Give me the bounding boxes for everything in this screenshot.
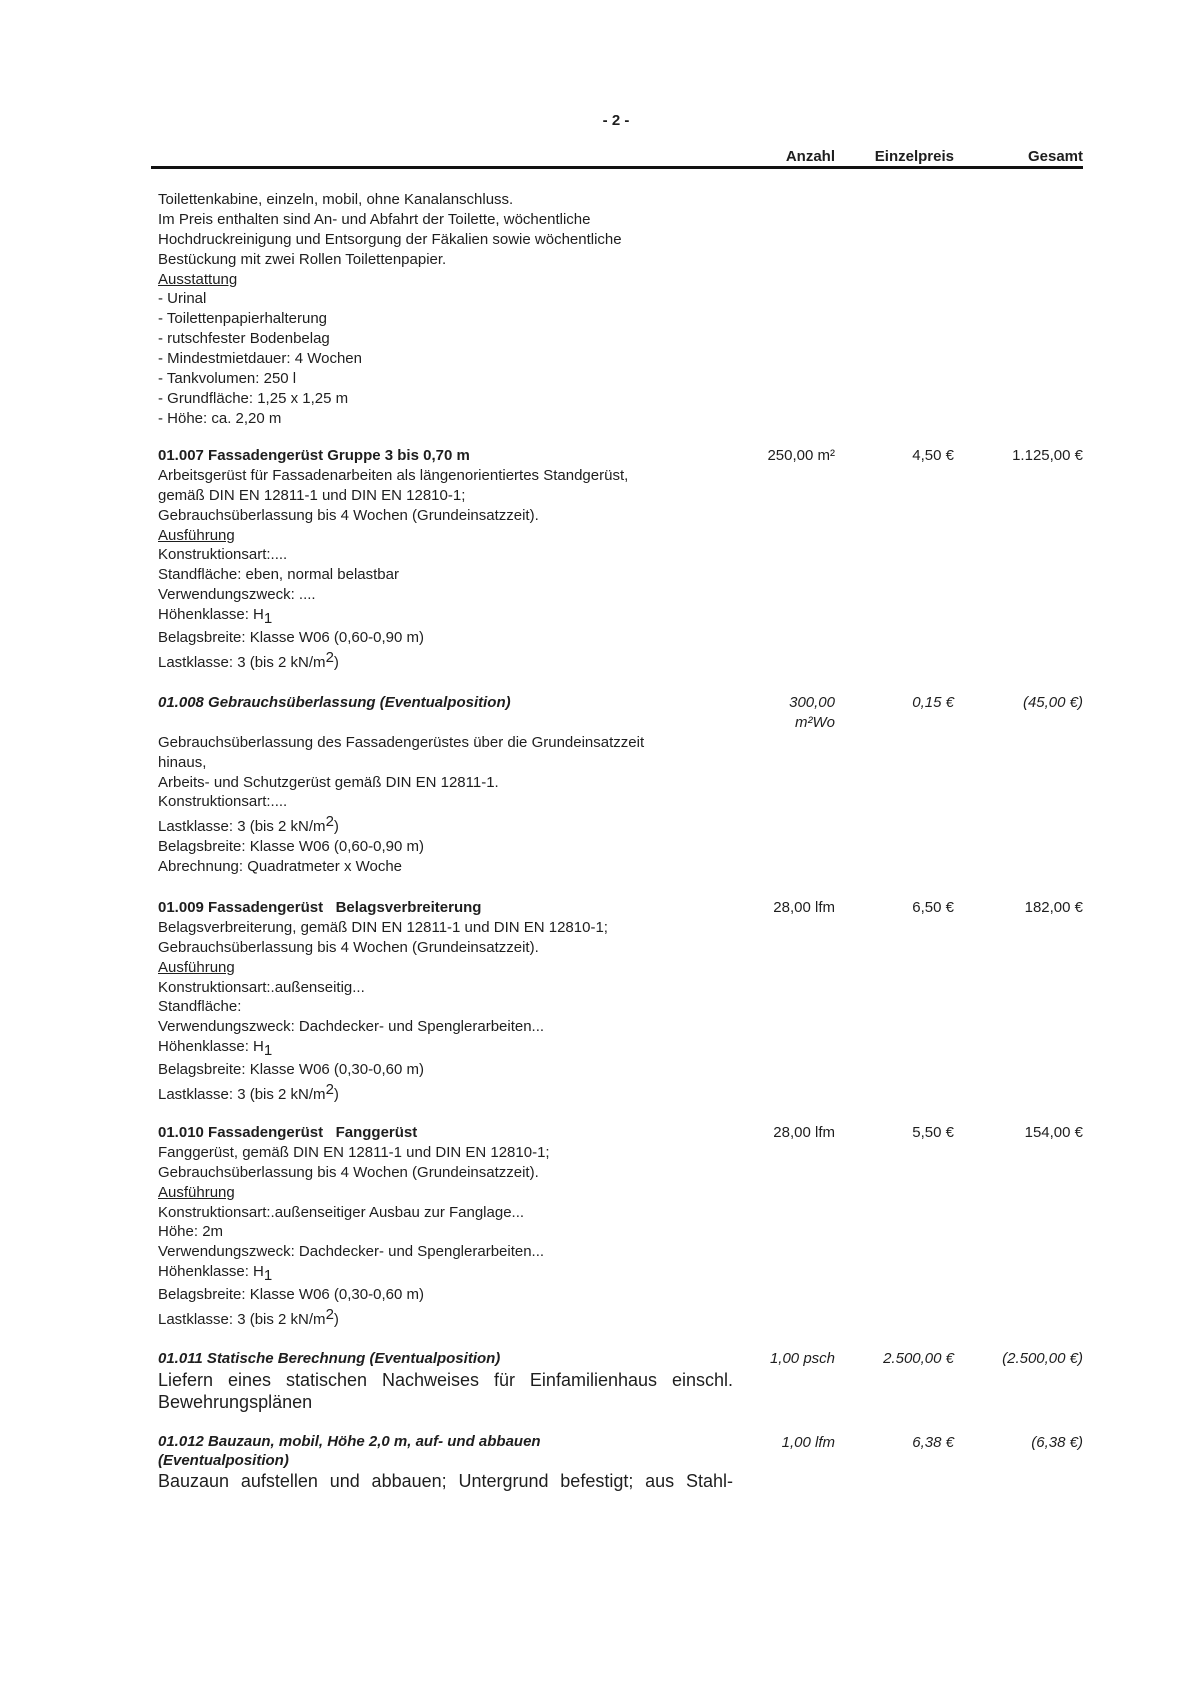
item-text-line: Gebrauchsüberlassung bis 4 Wochen (Grundeinsatzzeit). [158,938,539,956]
item-title: 01.010 Fassadengerüst Fanggerüst [158,1124,418,1141]
item-quantity [789,693,835,733]
load-class [158,813,758,837]
load-class-superscript: 2 [325,1081,334,1099]
load-class-text: Lastklasse: 3 (bis 2 kN/m [158,818,326,836]
item-total: 154,00 € [1024,1124,1083,1141]
spec-line: Verwendungszweck: Dachdecker- und Spenglerarbeiten... [158,1243,545,1261]
intro-line: Hochdruckreinigung und Entsorgung der Fäkalien sowie wöchentliche [158,230,622,248]
feature-item: - Höhe: ca. 2,20 m [158,409,282,427]
height-class-label: Höhenklasse: H [158,1038,264,1056]
item-text-line: Belagsverbreiterung, gemäß DIN EN 12811-1 und DIN EN 12810-1; [158,918,608,936]
feature-item: - Toilettenpapierhalterung [158,310,328,328]
column-header-quantity: Anzahl [785,148,835,165]
intro-line: Im Preis enthalten sind An- und Abfahrt der Toilette, wöchentliche [158,210,591,228]
position-01-007 [0,446,1202,671]
position-01-010 [0,1123,1202,1329]
height-class-subscript: 1 [263,1267,273,1285]
load-class-text: Lastklasse: 3 (bis 2 kN/m [158,1086,326,1104]
height-class-subscript: 1 [263,1042,273,1060]
item-text-line: Gebrauchsüberlassung des Fassadengerüstes über die Grundeinsatzzeit [158,733,645,751]
item-text-line: Bauzaun aufstellen und abbauen; Untergrund befestigt; aus Stahl- [158,1471,733,1491]
header-rule [151,166,1083,169]
feature-item: - Tankvolumen: 250 l [158,370,297,388]
position-01-012 [0,1433,1202,1491]
item-unit-price: 4,50 € [912,447,954,464]
item-unit-price: 6,38 € [912,1434,954,1451]
height-class-subscript: 1 [263,610,273,628]
position-description [158,1433,758,1492]
deck-width: Belagsbreite: Klasse W06 (0,60-0,90 m) [158,629,424,647]
height-class [158,1037,758,1060]
position-description [158,1123,758,1330]
height-class [158,1262,758,1285]
height-class [158,605,758,628]
deck-width: Belagsbreite: Klasse W06 (0,30-0,60 m) [158,1286,424,1304]
load-class [158,648,758,673]
item-total: 1.125,00 € [1012,447,1083,464]
feature-item: - Grundfläche: 1,25 x 1,25 m [158,389,349,407]
item-quantity: 1,00 psch [769,1350,835,1367]
item-text-line: Liefern eines statischen Nachweises für Einfamilienhaus einschl. [158,1369,733,1390]
load-class-close: ) [333,818,339,836]
billing: Abrechnung: Quadratmeter x Woche [158,858,403,876]
height-class-label: Höhenklasse: H [158,1263,264,1281]
load-class [158,1081,758,1105]
execution-heading: Ausführung [158,526,235,544]
item-unit-price: 2.500,00 € [883,1350,954,1367]
spec-line: Konstruktionsart:.außenseitiger Ausbau zur Fanglage... [158,1203,525,1221]
page-number: - 2 - [602,112,630,129]
item-total: (6,38 €) [1031,1434,1083,1451]
spec-line: Höhe: 2m [158,1223,224,1241]
item-unit-price: 6,50 € [912,899,954,916]
item-total: (2.500,00 €) [1002,1350,1083,1367]
intro-description [158,190,778,429]
item-total: (45,00 €) [1022,694,1083,711]
column-header-total: Gesamt [1027,148,1083,165]
item-text-line: hinaus, [158,753,207,771]
spec-line: Konstruktionsart:.... [158,546,288,564]
item-text-line: Arbeitsgerüst für Fassadenarbeiten als längenorientiertes Standgerüst, [158,466,629,484]
load-class-close: ) [333,1311,339,1329]
item-text-line: Gebrauchsüberlassung bis 4 Wochen (Grundeinsatzzeit). [158,506,539,524]
position-description [158,693,758,877]
item-text-line: Bewehrungsplänen [158,1391,313,1412]
feature-item: - Mindestmietdauer: 4 Wochen [158,350,362,368]
load-class-superscript: 2 [325,1306,334,1324]
load-class-close: ) [333,1086,339,1104]
item-quantity: 28,00 lfm [773,1124,835,1141]
load-class-text: Lastklasse: 3 (bis 2 kN/m [158,653,326,671]
item-unit-price: 0,15 € [912,694,954,711]
deck-width: Belagsbreite: Klasse W06 (0,60-0,90 m) [158,838,424,856]
intro-line: Toilettenkabine, einzeln, mobil, ohne Kanalanschluss. [158,191,514,208]
height-class-label: Höhenklasse: H [158,606,264,624]
load-class-text: Lastklasse: 3 (bis 2 kN/m [158,1311,326,1329]
deck-width: Belagsbreite: Klasse W06 (0,30-0,60 m) [158,1061,424,1079]
item-text-line: Konstruktionsart:.... [158,793,288,811]
position-description [158,446,758,673]
item-quantity: 28,00 lfm [773,899,835,916]
spec-line: Standfläche: eben, normal belastbar [158,566,399,584]
spec-line: Verwendungszweck: .... [158,586,316,604]
position-description [158,898,758,1105]
item-title: 01.011 Statische Berechnung (Eventualposition) [158,1350,501,1367]
item-total: 182,00 € [1024,899,1083,916]
item-quantity-value: 300,00 [789,694,835,711]
position-description [158,1349,758,1413]
load-class-close: ) [333,653,339,671]
item-quantity-unit: m²Wo [795,713,835,731]
item-title: 01.012 Bauzaun, mobil, Höhe 2,0 m, auf- und abbauen [158,1433,541,1450]
execution-heading: Ausführung [158,958,235,976]
item-unit-price: 5,50 € [912,1124,954,1141]
features-heading: Ausstattung [158,270,238,288]
spec-line: Konstruktionsart:.außenseitig... [158,978,365,996]
item-text-line: gemäß DIN EN 12811-1 und DIN EN 12810-1; [158,486,466,504]
spec-line: Standfläche: [158,998,242,1016]
spec-line: Verwendungszweck: Dachdecker- und Spenglerarbeiten... [158,1018,545,1036]
load-class-superscript: 2 [325,813,334,831]
item-title: 01.009 Fassadengerüst Belagsverbreiterung [158,899,482,916]
intro-line: Bestückung mit zwei Rollen Toilettenpapier. [158,250,447,268]
load-class-superscript: 2 [325,648,334,666]
load-class [158,1306,758,1330]
item-quantity: 250,00 m² [767,447,835,464]
item-title-continued: (Eventualposition) [158,1451,289,1469]
position-01-011 [0,1349,1202,1412]
item-text-line: Fanggerüst, gemäß DIN EN 12811-1 und DIN EN 12810-1; [158,1143,550,1161]
item-quantity: 1,00 lfm [781,1434,835,1451]
position-01-009 [0,898,1202,1104]
item-text-line: Arbeits- und Schutzgerüst gemäß DIN EN 12811-1. [158,773,499,791]
item-title: 01.008 Gebrauchsüberlassung (Eventualposition) [158,694,511,711]
feature-item: - Urinal [158,290,207,308]
position-01-008 [0,693,1202,876]
feature-item: - rutschfester Bodenbelag [158,330,330,348]
item-text-line: Gebrauchsüberlassung bis 4 Wochen (Grundeinsatzzeit). [158,1163,539,1181]
column-header-unit-price: Einzelpreis [874,148,954,165]
execution-heading: Ausführung [158,1183,235,1201]
item-title: 01.007 Fassadengerüst Gruppe 3 bis 0,70 m [158,447,470,464]
